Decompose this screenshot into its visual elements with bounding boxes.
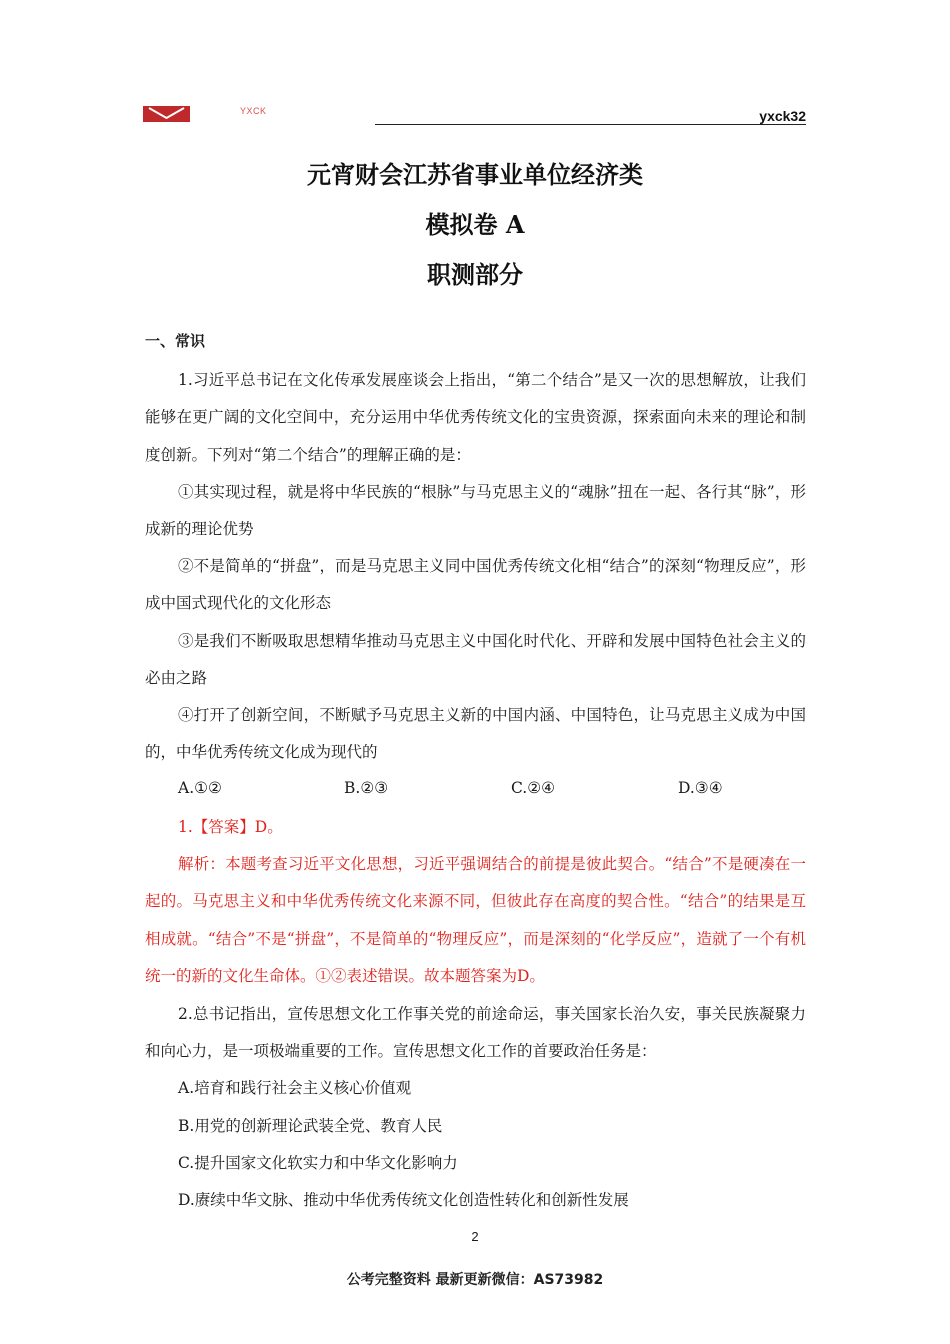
- header-rule: [375, 124, 806, 125]
- page-number: 2: [471, 1229, 479, 1244]
- q1-item: ②不是简单的“拼盘”，而是马克思主义同中国优秀传统文化相“结合”的深刻“物理反应”，形成中国式现代化的文化形态: [145, 557, 806, 613]
- envelope-icon: [143, 106, 190, 122]
- q2-option-b: B.用党的创新理论武装全党、教育人民: [178, 1117, 443, 1135]
- q1-answer: 1.【答案】D。: [178, 818, 283, 836]
- q1-stem: 1.习近平总书记在文化传承发展座谈会上指出，“第二个结合”是又一次的思想解放，让我们能够在更广阔的文化空间中，充分运用中华优秀传统文化的宝贵资源，探索面向未来的理论和制度创新。下列对“第二个结合”的理解正确的是：: [145, 371, 806, 464]
- header-code: yxck32: [759, 108, 806, 124]
- footer-text: 公考完整资料 最新更新微信：AS73982: [346, 1272, 604, 1288]
- logo-mark: [143, 106, 190, 122]
- q1-item: ④打开了创新空间，不断赋予马克思主义新的中国内涵、中国特色，让马克思主义成为中国的，中华优秀传统文化成为现代的: [145, 706, 806, 762]
- logo-text: YXCK: [240, 106, 267, 116]
- doc-subtitle: 模拟卷 A: [425, 210, 525, 239]
- q1-item: ③是我们不断吸取思想精华推动马克思主义中国化时代化、开辟和发展中国特色社会主义的必由之路: [145, 632, 806, 688]
- section-heading: 一、常识: [145, 332, 206, 350]
- q2-option-a: A.培育和践行社会主义核心价值观: [178, 1079, 412, 1097]
- q2-option-d: D.赓续中华文脉、推动中华优秀传统文化创造性转化和创新性发展: [178, 1191, 629, 1209]
- q1-option-a: A.①②: [178, 779, 222, 797]
- q1-option-d: D.③④: [678, 779, 723, 797]
- q2-option-c: C.提升国家文化软实力和中华文化影响力: [178, 1154, 458, 1172]
- q1-options: [145, 779, 806, 803]
- doc-part-title: 职测部分: [427, 260, 523, 289]
- q1-option-c: C.②④: [511, 779, 556, 797]
- q1-option-b: B.②③: [344, 779, 389, 797]
- doc-title: 元宵财会江苏省事业单位经济类: [307, 160, 643, 189]
- q1-item: ①其实现过程，就是将中华民族的“根脉”与马克思主义的“魂脉”扭在一起、各行其“脉”，形成新的理论优势: [145, 483, 806, 539]
- q1-analysis: 解析：本题考查习近平文化思想，习近平强调结合的前提是彼此契合。“结合”不是硬凑在一起的。马克思主义和中华优秀传统文化来源不同，但彼此存在高度的契合性。“结合”的结果是互相成就。“结合”不是“拼盘”，不是简单的“物理反应”，而是深刻的“化学反应”，造就了一个有机统一的新的文化生命体。①②表述错误。故本题答案为D。: [145, 855, 806, 986]
- q2-stem: 2.总书记指出，宣传思想文化工作事关党的前途命运，事关国家长治久安，事关民族凝聚力和向心力，是一项极端重要的工作。宣传思想文化工作的首要政治任务是：: [145, 1005, 806, 1061]
